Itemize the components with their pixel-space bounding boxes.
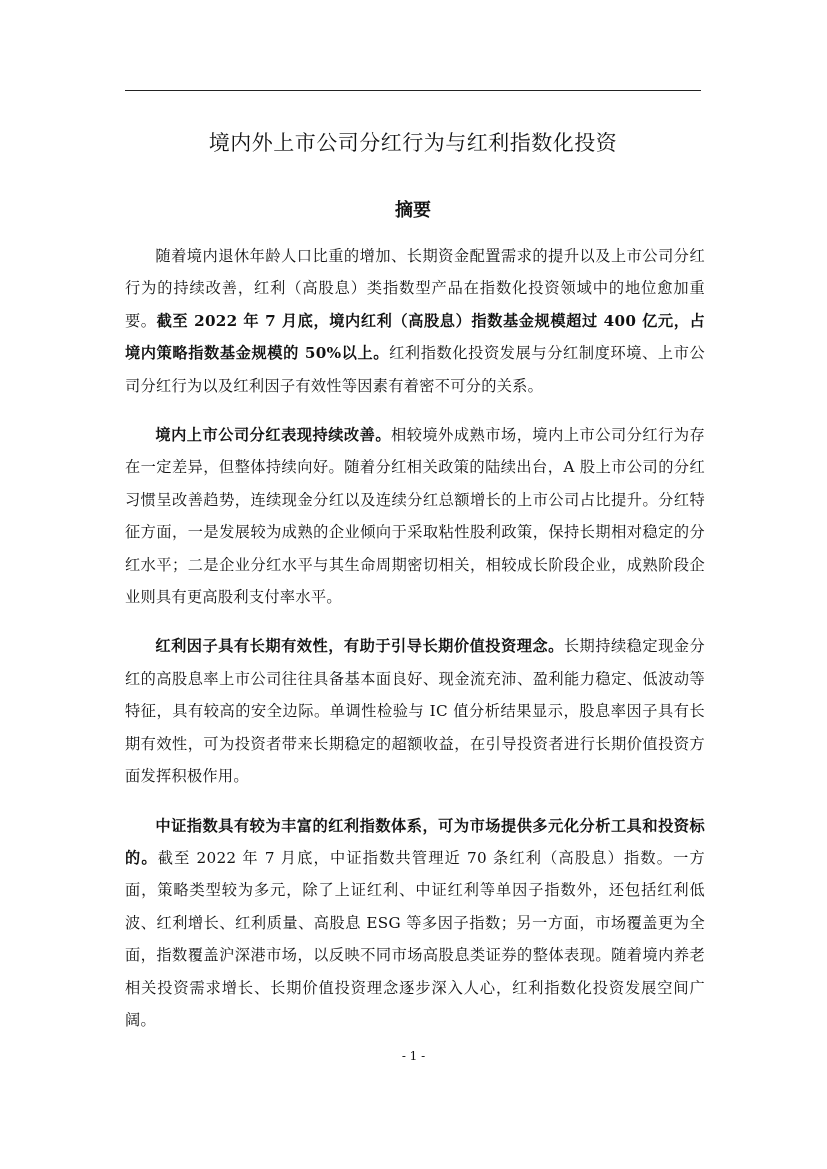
abstract-paragraph-1: [125, 240, 705, 402]
abstract-paragraph-4: [125, 810, 705, 1037]
abstract-paragraph-2: [125, 419, 705, 613]
paragraph-lead: 中证指数具有较为丰富的红利指数体系，可为市场提供多元化分析工具和投资标的。: [125, 816, 705, 867]
paragraph-bold-text: 截至 2022 年 7 月底，境内红利（高股息）指数基金规模超过 400 亿元，占境内策略指数基金规模的 50%以上。: [125, 311, 705, 363]
paragraph-text: 随着境内退休年龄人口比重的增加、长期资金配置需求的提升以及上市公司分红行为的持续改善，红利（高股息）类指数型产品在指数化投资领域中的地位愈加重要。: [125, 247, 705, 330]
paragraph-lead: 红利因子具有长期有效性，有助于引导长期价值投资理念。: [155, 637, 564, 656]
header-rule: [125, 90, 701, 91]
abstract-paragraph-3: [125, 630, 705, 792]
abstract-heading: 摘要: [395, 200, 431, 221]
page-number: - 1 -: [401, 1049, 426, 1063]
paragraph-lead: 境内上市公司分红表现持续改善。: [155, 426, 392, 445]
paragraph-text: 长期持续稳定现金分红的高股息率上市公司往往具备基本面良好、现金流充沛、盈利能力稳定、低波动等特征，具有较高的安全边际。单调性检验与 IC 值分析结果显示，股息率因子具有长期有效性，可为投资者带来长期稳定的超额收益，在引导投资者进行长期价值投资方面发挥积极作用。: [125, 637, 705, 786]
paragraph-text: 相较境外成熟市场，境内上市公司分红行为存在一定差异，但整体持续向好。随着分红相关政策的陆续出台，A 股上市公司的分红习惯呈改善趋势，连续现金分红以及连续分红总额增长的上市公司占比提升。分红特征方面，一是发展较为成熟的企业倾向于采取粘性股利政策，保持长期相对稳定的分红水平；二是企业分红水平与其生命周期密切相关，相较成长阶段企业，成熟阶段企业则具有更高股利支付率水平。: [125, 426, 706, 607]
paragraph-text: 红利指数化投资发展与分红制度环境、上市公司分红行为以及红利因子有效性等因素有着密不可分的关系。: [125, 344, 705, 395]
document-title: 境内外上市公司分红行为与红利指数化投资: [208, 131, 618, 155]
abstract-body: [125, 240, 705, 1053]
paragraph-text: 截至 2022 年 7 月底，中证指数共管理近 70 条红利（高股息）指数。一方面，策略类型较为多元，除了上证红利、中证红利等单因子指数外，还包括红利低波、红利增长、红利质量、高股息 ESG 等多因子指数；另一方面，市场覆盖更为全面，指数覆盖沪深港市场，以反映不同市场高股息类证券的整体表现。随着境内养老相关投资需求增长、长期价值投资理念逐步深入人心，红利指数化投资发展空间广阔。: [125, 848, 705, 1029]
